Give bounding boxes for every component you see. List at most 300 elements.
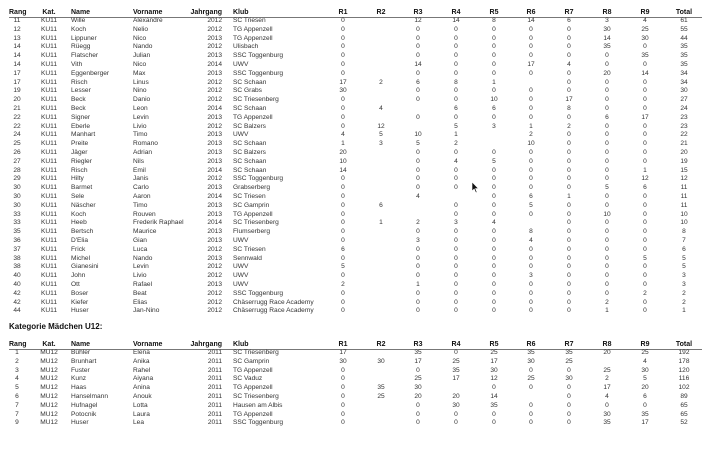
cell-kat: MU12 [40,375,58,383]
cell-klub: TG Appenzell [233,34,273,42]
cell-r4: 0 [454,34,458,42]
cell-rang: 40 [13,280,21,288]
cell-klub: UWV [233,60,249,68]
cell-rang: 3 [15,366,19,374]
column-header-r4: R4 [451,341,461,348]
cell-rang: 33 [13,219,21,227]
cell-r1: 0 [341,219,345,227]
cell-klub: TG Appenzell [233,25,273,33]
table-row [9,70,702,79]
column-header-vorname: Vorname [133,341,163,348]
cell-total: 1 [682,307,686,315]
cell-r5: 30 [490,366,498,374]
cell-rang: 14 [13,43,21,51]
cell-r3: 3 [416,236,420,244]
cell-name: Potocnik [71,410,97,418]
cell-r9: 2 [643,289,647,297]
cell-jahrgang: 2013 [207,280,222,288]
cell-r8: 30 [603,410,611,418]
cell-klub: SC Schaan [233,140,267,148]
cell-r1: 17 [339,78,347,86]
cell-jahrgang: 2012 [207,96,222,104]
cell-kat: KU11 [40,104,57,112]
cell-r4: 4 [454,157,458,165]
cell-r7: 0 [567,87,571,95]
column-header-kat: Kat. [42,341,56,348]
cell-jahrgang: 2013 [207,157,222,165]
cell-name: Sele [71,192,85,200]
cell-jahrgang: 2011 [207,410,222,418]
table-row [9,175,702,184]
cell-r5: 8 [492,17,496,24]
cell-r9: 25 [641,25,649,33]
cell-r7: 0 [567,43,571,51]
cell-r6: 6 [529,192,533,200]
cell-name: Jäger [71,148,88,156]
cell-name: Haas [71,384,87,392]
cell-r8: 35 [603,419,611,427]
cell-r4: 0 [454,175,458,183]
cell-kat: KU11 [40,87,57,95]
cell-klub: SC Triesenberg [233,96,279,104]
cell-vorname: Lea [133,419,145,427]
cell-r5: 0 [492,289,496,297]
cell-r6: 0 [529,148,533,156]
cell-rang: 9 [15,419,19,427]
cell-r8: 0 [605,254,609,262]
cell-r9: 6 [643,184,647,192]
cell-r9: 17 [641,419,649,427]
table-row [9,411,702,420]
cell-klub: Chäserrugg Race Academy [233,307,314,315]
table-row [9,26,702,35]
cell-r6: 0 [529,175,533,183]
cell-r9: 30 [641,34,649,42]
column-header-rang: Rang [9,9,27,16]
cell-r4: 0 [454,184,458,192]
column-header-r1: R1 [338,341,348,348]
cell-klub: Chäserrugg Race Academy [233,298,314,306]
cell-vorname: Elias [133,298,148,306]
cell-r3: 12 [414,17,422,24]
table-row [9,307,702,316]
cell-r9: 0 [643,298,647,306]
cell-r8: 0 [605,236,609,244]
cell-jahrgang: 2013 [207,34,222,42]
table-row [9,375,702,384]
cell-name: Heeb [71,219,87,227]
cell-r9: 17 [641,113,649,121]
column-header-r7: R7 [564,341,574,348]
cell-r4: 0 [454,201,458,209]
cell-vorname: Leon [133,104,148,112]
table-row [9,349,702,358]
cell-klub: TG Appenzell [233,366,273,374]
cell-r7: 0 [567,384,571,392]
cell-r9: 35 [641,410,649,418]
cell-klub: Ulisbach [233,43,259,51]
table-header [9,340,702,349]
cell-r1: 6 [341,245,345,253]
cell-r1: 0 [341,34,345,42]
cell-r2: 2 [379,78,383,86]
cell-r1: 0 [341,104,345,112]
cell-r4: 35 [452,366,460,374]
cell-jahrgang: 2012 [207,122,222,130]
cell-r6: 0 [529,52,533,60]
cell-jahrgang: 2012 [207,298,222,306]
cell-r3: 4 [416,192,420,200]
column-header-r8: R8 [602,341,612,348]
cell-r3: 1 [416,280,420,288]
cell-jahrgang: 2014 [207,104,222,112]
cell-vorname: Linus [133,78,149,86]
cell-r4: 2 [454,140,458,148]
cell-r3: 0 [416,157,420,165]
table-row [9,281,702,290]
cell-r8: 0 [605,157,609,165]
cell-r2: 6 [379,201,383,209]
cell-r6: 2 [529,131,533,139]
cell-vorname: Jan-Nino [133,307,160,315]
table-row [9,96,702,105]
cell-klub: UWV [233,131,249,139]
cell-r7: 8 [567,104,571,112]
cell-r7: 0 [567,366,571,374]
cell-r7: 0 [567,113,571,121]
cell-r7: 0 [567,34,571,42]
cell-klub: UWV [233,263,249,271]
table-row [9,290,702,299]
cell-r7: 1 [567,192,571,200]
cell-vorname: Carlo [133,184,149,192]
cell-kat: KU11 [40,184,57,192]
cell-r5: 0 [492,113,496,121]
cell-jahrgang: 2011 [207,419,222,427]
cell-r3: 20 [414,392,422,400]
cell-total: 11 [680,201,688,209]
column-header-r6: R6 [526,9,536,16]
cell-kat: MU12 [40,392,58,400]
cell-r4: 0 [454,166,458,174]
cell-kat: KU11 [40,210,57,218]
cell-kat: KU11 [40,148,57,156]
cell-rang: 17 [13,78,21,86]
table-row [9,140,702,149]
cell-r1: 0 [341,17,345,24]
column-header-r9: R9 [640,341,650,348]
cell-r5: 10 [490,96,498,104]
table-row [9,131,702,140]
cell-kat: KU11 [40,69,57,77]
cell-r9: 0 [643,307,647,315]
cell-r1: 0 [341,254,345,262]
cell-jahrgang: 2011 [207,366,222,374]
cell-name: Flatscher [71,52,99,60]
cell-r5: 25 [490,349,498,356]
cell-r4: 6 [454,104,458,112]
cell-jahrgang: 2013 [207,236,222,244]
cell-r5: 0 [492,307,496,315]
cell-r3: 35 [414,349,422,356]
cell-klub: SC Schaan [233,104,267,112]
cell-total: 23 [680,113,688,121]
cell-total: 10 [680,219,688,227]
cell-klub: Sennwald [233,254,262,262]
cell-r1: 0 [341,52,345,60]
cell-r6: 0 [529,166,533,174]
cell-rang: 22 [13,113,21,121]
cell-r3: 0 [416,148,420,156]
cell-r1: 30 [339,87,347,95]
cell-klub: SSC Toggenburg [233,419,284,427]
cell-r5: 0 [492,148,496,156]
cell-r8: 0 [605,175,609,183]
cell-vorname: Rahel [133,366,151,374]
cell-r6: 5 [529,201,533,209]
cell-vorname: Aiyana [133,375,154,383]
cell-name: Näscher [71,201,96,209]
cell-kat: KU11 [40,43,57,51]
cell-r4: 0 [454,96,458,104]
cell-klub: TG Appenzell [233,113,273,121]
cell-name: D'Elia [71,236,89,244]
cell-total: 10 [680,210,688,218]
cell-jahrgang: 2013 [207,201,222,209]
cell-jahrgang: 2012 [207,87,222,95]
cell-r3: 0 [416,25,420,33]
cell-r7: 0 [567,219,571,227]
cell-kat: KU11 [40,175,57,183]
cell-r9: 30 [641,366,649,374]
column-header-r8: R8 [602,9,612,16]
cell-r7: 0 [567,307,571,315]
cell-r7: 0 [567,201,571,209]
cell-r7: 0 [567,78,571,86]
cell-r4: 0 [454,43,458,51]
cell-r2: 1 [379,219,383,227]
cell-r7: 0 [567,157,571,165]
cell-r8: 10 [603,210,611,218]
cell-r6: 0 [529,419,533,427]
cell-jahrgang: 2011 [207,357,222,365]
table-header [9,8,702,17]
cell-r3: 0 [416,113,420,121]
cell-r9: 0 [643,272,647,280]
cell-r6: 0 [529,87,533,95]
cell-kat: KU11 [40,52,57,60]
cell-name: Lesser [71,87,91,95]
cell-total: 192 [678,349,690,356]
cell-r6: 35 [527,349,535,356]
cell-klub: TG Appenzell [233,210,273,218]
cell-kat: KU11 [40,122,57,130]
cell-r9: 0 [643,263,647,271]
cell-kat: KU11 [40,298,57,306]
cell-r5: 0 [492,87,496,95]
cell-r4: 0 [454,236,458,244]
column-header-r9: R9 [640,9,650,16]
cell-total: 2 [682,289,686,297]
cell-r7: 0 [567,228,571,236]
cell-r8: 0 [605,263,609,271]
cell-r6: 8 [529,228,533,236]
cell-r8: 0 [605,289,609,297]
cell-r1: 0 [341,236,345,244]
cell-klub: SSC Toggenburg [233,289,284,297]
cell-r3: 0 [416,366,420,374]
cell-r7: 0 [567,272,571,280]
cell-r7: 35 [565,349,573,356]
cell-klub: SC Balzers [233,122,266,130]
cell-rang: 7 [15,410,19,418]
cell-r6: 10 [527,140,535,148]
cell-kat: KU11 [40,245,57,253]
cell-r2: 30 [377,357,385,365]
cell-rang: 33 [13,210,21,218]
cell-klub: UWV [233,280,249,288]
cell-name: Koch [71,210,87,218]
cell-r1: 0 [341,298,345,306]
cell-r4: 0 [454,210,458,218]
cell-rang: 5 [15,384,19,392]
cell-r3: 0 [416,175,420,183]
cell-r9: 4 [643,357,647,365]
cell-jahrgang: 2013 [207,113,222,121]
cell-klub: SSC Toggenburg [233,52,284,60]
column-header-r3: R3 [413,9,423,16]
table-row [9,384,702,393]
cell-r8: 1 [605,307,609,315]
section-title: Kategorie Mädchen U12: [9,322,103,331]
cell-r9: 0 [643,210,647,218]
cell-rang: 2 [15,357,19,365]
cell-r8: 0 [605,78,609,86]
column-header-jahrgang: Jahrgang [190,9,222,16]
cell-name: Eberle [71,122,91,130]
cell-rang: 28 [13,166,21,174]
cell-total: 5 [682,263,686,271]
table-row [9,358,702,367]
cell-r3: 0 [416,401,420,409]
cell-r6: 17 [527,60,535,68]
cell-name: Brunhart [71,357,97,365]
cell-vorname: Luca [133,245,148,253]
cell-r5: 0 [492,210,496,218]
table-row [9,219,702,228]
cell-r7: 0 [567,236,571,244]
cell-r1: 0 [341,410,345,418]
cell-r7: 0 [567,280,571,288]
cell-r5: 0 [492,175,496,183]
cell-r5: 6 [492,104,496,112]
results-table-mu12 [9,340,702,428]
cell-rang: 35 [13,228,21,236]
cell-r1: 0 [341,192,345,200]
cell-r4: 0 [454,349,458,356]
cell-r6: 4 [529,236,533,244]
cell-r9: 0 [643,219,647,227]
cell-klub: Grabserberg [233,184,271,192]
cell-r9: 20 [641,384,649,392]
cell-vorname: Nico [133,60,147,68]
cell-rang: 38 [13,254,21,262]
cell-vorname: Alexandre [133,17,163,24]
cell-r1: 1 [341,140,345,148]
cell-name: Koch [71,25,87,33]
cell-klub: SC Triesenberg [233,349,279,356]
cell-r8: 0 [605,52,609,60]
cell-vorname: Aaron [133,192,151,200]
cell-r7: 30 [565,375,573,383]
cell-kat: MU12 [40,410,58,418]
cell-total: 7 [682,236,686,244]
table-row [9,246,702,255]
cell-r4: 0 [454,25,458,33]
cell-r6: 0 [529,263,533,271]
cell-r1: 5 [341,263,345,271]
cell-rang: 13 [13,34,21,42]
cell-r3: 0 [416,254,420,262]
cell-r3: 14 [414,60,422,68]
cell-r8: 0 [605,148,609,156]
cell-r8: 0 [605,96,609,104]
cell-r1: 0 [341,113,345,121]
table-row [9,202,702,211]
cell-name: Barmet [71,184,93,192]
cell-vorname: Max [133,69,146,77]
column-header-r3: R3 [413,341,423,348]
cell-r1: 0 [341,122,345,130]
column-header-rang: Rang [9,341,27,348]
cell-r4: 0 [454,280,458,288]
cell-rang: 20 [13,96,21,104]
cell-r7: 0 [567,410,571,418]
cell-rang: 4 [15,375,19,383]
cell-r7: 0 [567,52,571,60]
cell-kat: KU11 [40,201,57,209]
cell-r8: 4 [605,392,609,400]
cell-vorname: Adrian [133,148,153,156]
cell-name: Vith [71,60,83,68]
cell-r1: 0 [341,375,345,383]
cell-vorname: Nando [133,43,153,51]
cell-r9: 0 [643,87,647,95]
cell-r3: 0 [416,298,420,306]
cell-r6: 0 [529,96,533,104]
cell-klub: SC Grabs [233,87,262,95]
cell-r1: 0 [341,175,345,183]
table-row [9,237,702,246]
cell-r4: 0 [454,245,458,253]
cell-vorname: Lotta [133,401,148,409]
cell-r5: 0 [492,419,496,427]
cell-r6: 0 [529,184,533,192]
cell-r5: 0 [492,166,496,174]
cell-r6: 3 [529,272,533,280]
cell-jahrgang: 2014 [207,60,222,68]
cell-name: Riegler [71,157,92,165]
cell-vorname: Nico [133,34,147,42]
cell-klub: SC Triesen [233,17,266,24]
cell-kat: KU11 [40,263,57,271]
cell-r6: 0 [529,254,533,262]
cell-r1: 0 [341,228,345,236]
cell-kat: KU11 [40,25,57,33]
cell-kat: KU11 [40,34,57,42]
table-row [9,228,702,237]
cell-r6: 0 [529,210,533,218]
